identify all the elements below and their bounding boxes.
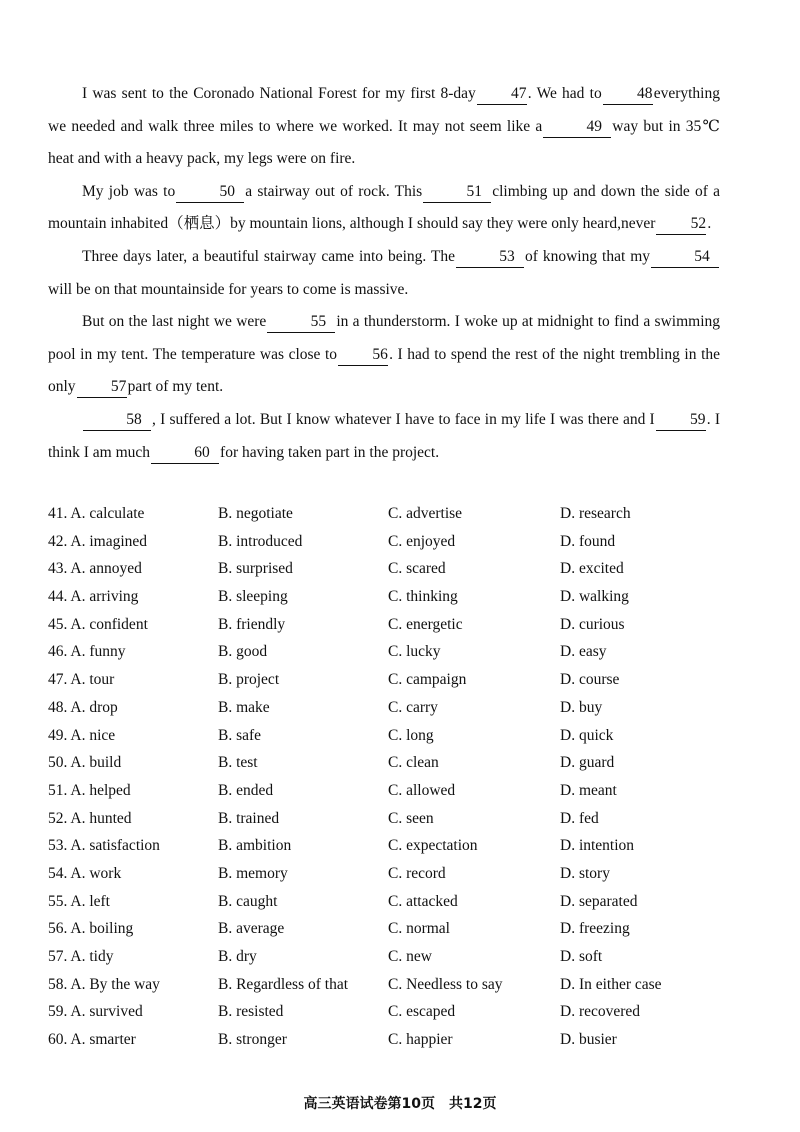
passage-text: everything we needed and walk three miles to where we worked. It may not seem like a	[48, 85, 720, 135]
option-choice: 55. A. left	[48, 892, 110, 910]
option-choice: B. Regardless of that	[218, 975, 349, 993]
blank-54: 54	[651, 247, 719, 268]
option-row	[48, 915, 748, 943]
option-row	[48, 666, 748, 694]
option-choice: D. excited	[560, 560, 624, 578]
cloze-passage	[48, 78, 720, 469]
option-choice: 44. A. arriving	[48, 588, 139, 606]
passage-text: will be on that mountainside for years to come is massive.	[48, 280, 409, 298]
passage-text: I was sent to the Coronado National Forest for my first 8-day	[82, 85, 476, 102]
option-choice: B. surprised	[218, 560, 293, 578]
passage-paragraph	[48, 404, 720, 469]
passage-paragraph	[48, 241, 720, 306]
option-choice: D. course	[560, 671, 620, 689]
passage-paragraph	[48, 176, 720, 241]
option-row	[48, 860, 748, 888]
passage-text: , I suffered a lot. But I know whatever I have to face in my life I was there and I	[152, 410, 655, 428]
passage-text: in a thunderstorm. I woke up at midnight to find a swimming pool in my tent. The temperature was close to	[48, 313, 721, 363]
option-choice: D. story	[560, 864, 610, 882]
option-choice: D. In either case	[560, 975, 662, 993]
option-choice: C. new	[388, 948, 432, 965]
option-choice: D. buy	[560, 698, 603, 716]
option-row	[48, 1026, 748, 1054]
passage-text: . I think I am much	[48, 410, 720, 461]
option-choice: 46. A. funny	[48, 643, 126, 661]
option-choice: 45. A. confident	[48, 615, 148, 633]
option-row	[48, 943, 748, 971]
passage-text: . I had to spend the rest of the night trembling in the only	[48, 345, 721, 396]
blank-56: 56	[338, 345, 388, 366]
option-row	[48, 611, 748, 639]
option-choice: D. curious	[560, 615, 625, 633]
option-choice: D. easy	[560, 643, 607, 661]
option-choice: B. resisted	[218, 1003, 284, 1021]
blank-59: 59	[656, 410, 706, 431]
passage-text: But on the last night we were	[82, 313, 267, 331]
option-choice: C. Needless to say	[388, 975, 503, 993]
options-list	[48, 500, 748, 1054]
option-choice: 50. A. build	[48, 754, 122, 772]
option-choice: B. caught	[218, 892, 278, 910]
passage-paragraph	[48, 306, 720, 404]
blank-55: 55	[267, 312, 335, 333]
option-choice: D. fed	[560, 809, 599, 827]
option-row	[48, 971, 748, 999]
blank-48: 48	[603, 84, 653, 105]
option-choice: 60. A. smarter	[48, 1031, 136, 1049]
option-choice: B. friendly	[218, 615, 286, 633]
option-choice: C. campaign	[388, 671, 467, 689]
passage-paragraph	[48, 78, 720, 176]
option-choice: C. lucky	[388, 643, 441, 661]
blank-52: 52	[656, 214, 706, 235]
blank-57: 57	[77, 377, 127, 398]
option-choice: 58. A. By the way	[48, 975, 160, 993]
option-choice: D. freezing	[560, 920, 630, 938]
option-choice: 49. A. nice	[48, 726, 116, 744]
option-choice: 42. A. imagined	[48, 532, 148, 550]
option-choice: C. clean	[388, 754, 439, 772]
option-row	[48, 555, 748, 583]
option-row	[48, 528, 748, 556]
page-footer: 高三英语试卷第10页 共12页	[303, 1096, 497, 1112]
option-choice: B. sleeping	[218, 588, 288, 606]
passage-text: part of my tent.	[127, 378, 224, 396]
option-choice: B. good	[218, 643, 268, 661]
option-choice: B. ended	[218, 781, 274, 799]
option-row	[48, 777, 748, 805]
passage-text: for having taken part in the project.	[220, 443, 440, 461]
blank-51: 51	[423, 182, 491, 203]
passage-text: . We had to	[527, 85, 602, 102]
option-choice: 51. A. helped	[48, 781, 131, 799]
option-choice: C. happier	[388, 1031, 453, 1049]
option-choice: C. allowed	[388, 781, 456, 799]
option-row	[48, 583, 748, 611]
option-row	[48, 805, 748, 833]
option-row	[48, 638, 748, 666]
passage-text: a stairway out of rock. This	[245, 182, 423, 200]
option-choice: 41. A. calculate	[48, 505, 145, 522]
option-choice: C. scared	[388, 560, 446, 578]
blank-47: 47	[477, 84, 527, 105]
option-choice: C. long	[388, 726, 434, 744]
option-choice: B. stronger	[218, 1031, 287, 1049]
option-choice: 57. A. tidy	[48, 948, 114, 965]
option-row	[48, 998, 748, 1026]
option-choice: D. soft	[560, 948, 603, 965]
option-row	[48, 888, 748, 916]
option-choice: 48. A. drop	[48, 698, 118, 716]
option-choice: 54. A. work	[48, 864, 122, 882]
passage-text: .	[707, 215, 712, 233]
option-choice: B. ambition	[218, 837, 292, 855]
option-choice: 47. A. tour	[48, 671, 115, 689]
option-row	[48, 722, 748, 750]
option-choice: D. walking	[560, 588, 629, 606]
option-choice: D. research	[560, 505, 631, 522]
option-choice: C. energetic	[388, 615, 463, 633]
blank-60: 60	[151, 443, 219, 464]
option-choice: B. project	[218, 671, 280, 689]
option-row	[48, 832, 748, 860]
option-choice: D. found	[560, 532, 616, 550]
blank-50: 50	[176, 182, 244, 203]
option-choice: 56. A. boiling	[48, 920, 134, 938]
blank-49: 49	[543, 117, 611, 138]
option-choice: B. safe	[218, 726, 262, 744]
option-choice: C. carry	[388, 698, 438, 716]
option-choice: C. advertise	[388, 505, 463, 522]
option-choice: B. trained	[218, 809, 280, 827]
option-choice: D. quick	[560, 726, 614, 744]
option-choice: D. busier	[560, 1031, 617, 1049]
option-choice: C. record	[388, 864, 446, 882]
option-choice: B. negotiate	[218, 505, 293, 522]
option-row	[48, 500, 748, 528]
option-choice: 52. A. hunted	[48, 809, 132, 827]
option-choice: 59. A. survived	[48, 1003, 143, 1021]
option-choice: D. guard	[560, 754, 615, 772]
option-choice: D. intention	[560, 837, 635, 855]
option-choice: C. normal	[388, 920, 450, 938]
option-choice: C. seen	[388, 809, 434, 827]
option-choice: B. average	[218, 920, 285, 938]
passage-text: way but in 35℃ heat and with a heavy pack, my legs were on fire.	[48, 117, 720, 168]
passage-text: My job was to	[82, 182, 176, 200]
option-choice: C. escaped	[388, 1003, 456, 1021]
option-choice: B. dry	[218, 948, 257, 965]
option-choice: B. memory	[218, 864, 288, 882]
passage-text: climbing up and down the side of a mountain inhabited（栖息）by mountain lions, although I should say they were only heard,never	[48, 182, 721, 233]
option-choice: C. enjoyed	[388, 532, 456, 550]
passage-text: Three days later, a beautiful stairway came into being. The	[82, 247, 456, 265]
blank-53: 53	[456, 247, 524, 268]
option-choice: 43. A. annoyed	[48, 560, 142, 578]
option-choice: C. expectation	[388, 837, 478, 855]
option-choice: B. introduced	[218, 532, 303, 550]
option-choice: B. make	[218, 698, 270, 716]
option-choice: D. meant	[560, 781, 617, 799]
option-row	[48, 694, 748, 722]
option-choice: 53. A. satisfaction	[48, 837, 160, 855]
blank-58: 58	[83, 410, 151, 431]
option-choice: C. attacked	[388, 892, 458, 910]
option-choice: C. thinking	[388, 588, 458, 606]
option-choice: D. separated	[560, 892, 638, 910]
passage-text: of knowing that my	[525, 247, 650, 265]
option-row	[48, 749, 748, 777]
option-choice: B. test	[218, 754, 258, 772]
option-choice: D. recovered	[560, 1003, 641, 1021]
